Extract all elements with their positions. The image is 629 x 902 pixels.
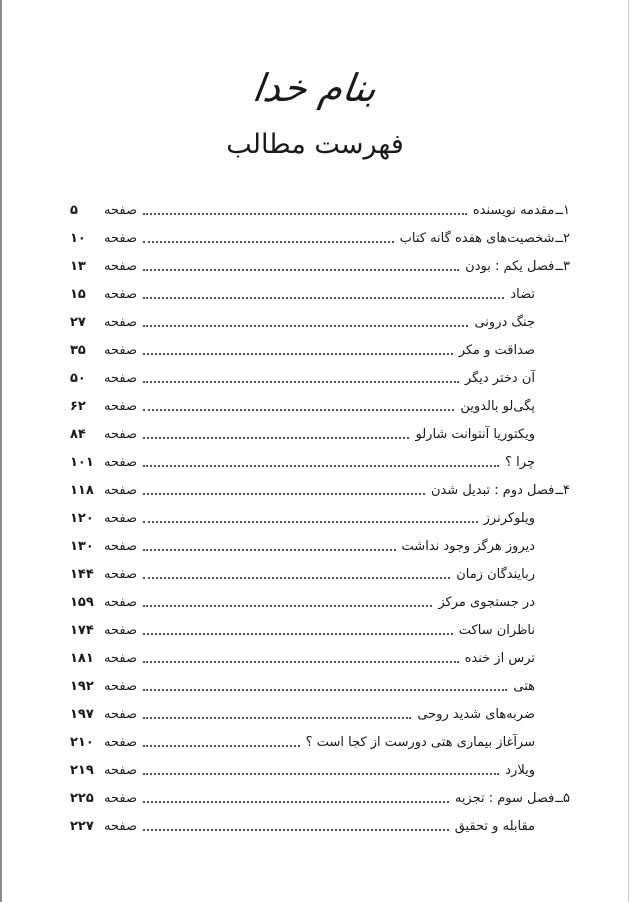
page-word-label: صفحه	[104, 538, 137, 554]
toc-entry-page-number: ۲۱۰	[70, 734, 94, 750]
page-word-label: صفحه	[104, 566, 137, 582]
toc-entry-number: ۵ــ	[555, 790, 570, 806]
toc-entry-number: ۳ــ	[555, 258, 570, 274]
page-word-label: صفحه	[104, 342, 137, 358]
toc-entry-title: دیروز هرگز وجود نداشت	[401, 538, 535, 554]
toc-entry-page-number: ۱۹۷	[70, 706, 94, 722]
toc-entry	[70, 420, 570, 448]
toc-entry-title: ویکتوریا آنتوانت شارلو	[415, 426, 535, 442]
dot-leader	[143, 227, 394, 243]
toc-entry-page-number: ۲۷	[70, 314, 86, 330]
toc-entry-title: ترس از خنده	[464, 650, 535, 666]
toc-entry-title: فصل دوم : تبدیل شدن	[430, 482, 555, 498]
toc-entry	[70, 728, 570, 756]
toc-entry	[70, 280, 570, 308]
toc-entry-title: مقابله و تحقیق	[454, 818, 535, 834]
toc-entry-title: تضاد	[510, 286, 535, 302]
toc-entry-title: جنگ درونی	[474, 314, 535, 330]
toc-entry-page-number: ۱۳	[70, 258, 86, 274]
dot-leader	[143, 731, 300, 747]
toc-entry	[70, 252, 570, 280]
page-word-label: صفحه	[104, 818, 137, 834]
toc-entry-title: مقدمه نویسنده	[472, 202, 555, 218]
toc-entry	[70, 476, 570, 504]
toc-entry	[70, 308, 570, 336]
page-word-label: صفحه	[104, 454, 137, 470]
dot-leader	[143, 675, 507, 691]
toc-entry-page-number: ۱۵۹	[70, 594, 94, 610]
dot-leader	[143, 563, 450, 579]
dot-leader	[143, 395, 454, 411]
toc-entry-title: هتی	[513, 678, 535, 694]
toc-entry	[70, 756, 570, 784]
page-title: فهرست مطالب	[226, 129, 404, 160]
dot-leader	[143, 367, 459, 383]
toc-entry-page-number: ۱۷۴	[70, 622, 94, 638]
page-word-label: صفحه	[104, 622, 137, 638]
toc-entry	[70, 224, 570, 252]
toc-entry	[70, 812, 570, 840]
dot-leader	[143, 759, 499, 775]
dot-leader	[143, 647, 459, 663]
page-word-label: صفحه	[104, 594, 137, 610]
page-word-label: صفحه	[104, 482, 137, 498]
toc-entry-page-number: ۱۳۰	[70, 538, 94, 554]
toc-entry-page-number: ۱۸۱	[70, 650, 94, 666]
toc-entry-page-number: ۱۱۸	[70, 482, 94, 498]
toc-entry	[70, 616, 570, 644]
toc-entry	[70, 588, 570, 616]
toc-entry	[70, 196, 570, 224]
toc-entry	[70, 504, 570, 532]
dot-leader	[143, 703, 411, 719]
toc-entry-page-number: ۲۱۹	[70, 762, 94, 778]
toc-entry-page-number: ۲۲۵	[70, 790, 94, 806]
dot-leader	[143, 787, 449, 803]
dot-leader	[143, 423, 410, 439]
toc-entry-title: فصل یکم : بودن	[465, 258, 555, 274]
toc-entry	[70, 644, 570, 672]
toc-entry-title: چرا ؟	[505, 454, 535, 470]
toc-entry-title: شخصیت‌های هفده گانه کتاب	[399, 230, 555, 246]
dot-leader	[143, 815, 449, 831]
toc-entry-title: ضربه‌های شدید روحی	[417, 706, 535, 722]
toc-entry-title: ویلارد	[505, 762, 535, 778]
toc-entry	[70, 392, 570, 420]
page-header	[2, 58, 628, 164]
toc-entry-page-number: ۵۰	[70, 370, 86, 386]
dot-leader	[143, 283, 504, 299]
toc-entry-page-number: ۸۴	[70, 426, 86, 442]
dot-leader	[143, 619, 453, 635]
toc-entry-page-number: ۱۲۰	[70, 510, 94, 526]
toc-entry-title: ربایندگان زمان	[456, 566, 535, 582]
basmala-calligraphy: بنام خدا	[250, 66, 380, 110]
toc-entry-title: ویلوکرنرز	[483, 510, 535, 526]
toc-entry-number: ۱ــ	[555, 202, 570, 218]
page-word-label: صفحه	[104, 230, 137, 246]
toc-entry-page-number: ۵	[70, 202, 78, 218]
toc-entry-title: پگی‌لو بالدوین	[460, 398, 535, 414]
toc-entry	[70, 784, 570, 812]
dot-leader	[143, 591, 432, 607]
page-word-label: صفحه	[104, 398, 137, 414]
page-word-label: صفحه	[104, 258, 137, 274]
toc-entry	[70, 560, 570, 588]
dot-leader	[143, 507, 478, 523]
toc-entry-page-number: ۲۲۷	[70, 818, 94, 834]
toc-entry	[70, 336, 570, 364]
toc-entry-title: سرآغاز بیماری هتی دورست از کجا است ؟	[305, 734, 535, 750]
dot-leader	[143, 479, 425, 495]
page-word-label: صفحه	[104, 202, 137, 218]
page-word-label: صفحه	[104, 510, 137, 526]
page-word-label: صفحه	[104, 650, 137, 666]
toc-entry-page-number: ۱۵	[70, 286, 86, 302]
toc-entry-number: ۴ــ	[555, 482, 570, 498]
dot-leader	[143, 311, 468, 327]
toc-entry-page-number: ۱۰۱	[70, 454, 94, 470]
toc-entry-page-number: ۳۵	[70, 342, 86, 358]
page-word-label: صفحه	[104, 370, 137, 386]
toc-entry-title: در جستجوی مرکز	[438, 594, 535, 610]
dot-leader	[143, 535, 396, 551]
toc-entry-page-number: ۱۰	[70, 230, 86, 246]
page-word-label: صفحه	[104, 790, 137, 806]
toc-entry	[70, 364, 570, 392]
toc-entry	[70, 672, 570, 700]
page-word-label: صفحه	[104, 734, 137, 750]
toc-entry-number: ۲ــ	[555, 230, 570, 246]
toc-entry-page-number: ۶۲	[70, 398, 86, 414]
dot-leader	[143, 451, 499, 467]
dot-leader	[143, 199, 467, 215]
dot-leader	[143, 339, 453, 355]
page-word-label: صفحه	[104, 762, 137, 778]
table-of-contents	[70, 196, 570, 840]
toc-entry-title: آن دختر دیگر	[464, 370, 535, 386]
toc-entry-page-number: ۱۹۲	[70, 678, 94, 694]
toc-entry-page-number: ۱۴۴	[70, 566, 94, 582]
toc-entry	[70, 448, 570, 476]
toc-entry	[70, 700, 570, 728]
page-word-label: صفحه	[104, 286, 137, 302]
toc-entry	[70, 532, 570, 560]
toc-entry-title: فصل سوم : تجزیه	[454, 790, 555, 806]
page-word-label: صفحه	[104, 426, 137, 442]
toc-entry-title: ناظران ساکت	[458, 622, 535, 638]
dot-leader	[143, 255, 459, 271]
page-word-label: صفحه	[104, 314, 137, 330]
toc-entry-title: صداقت و مکر	[458, 342, 535, 358]
page-word-label: صفحه	[104, 678, 137, 694]
page-word-label: صفحه	[104, 706, 137, 722]
